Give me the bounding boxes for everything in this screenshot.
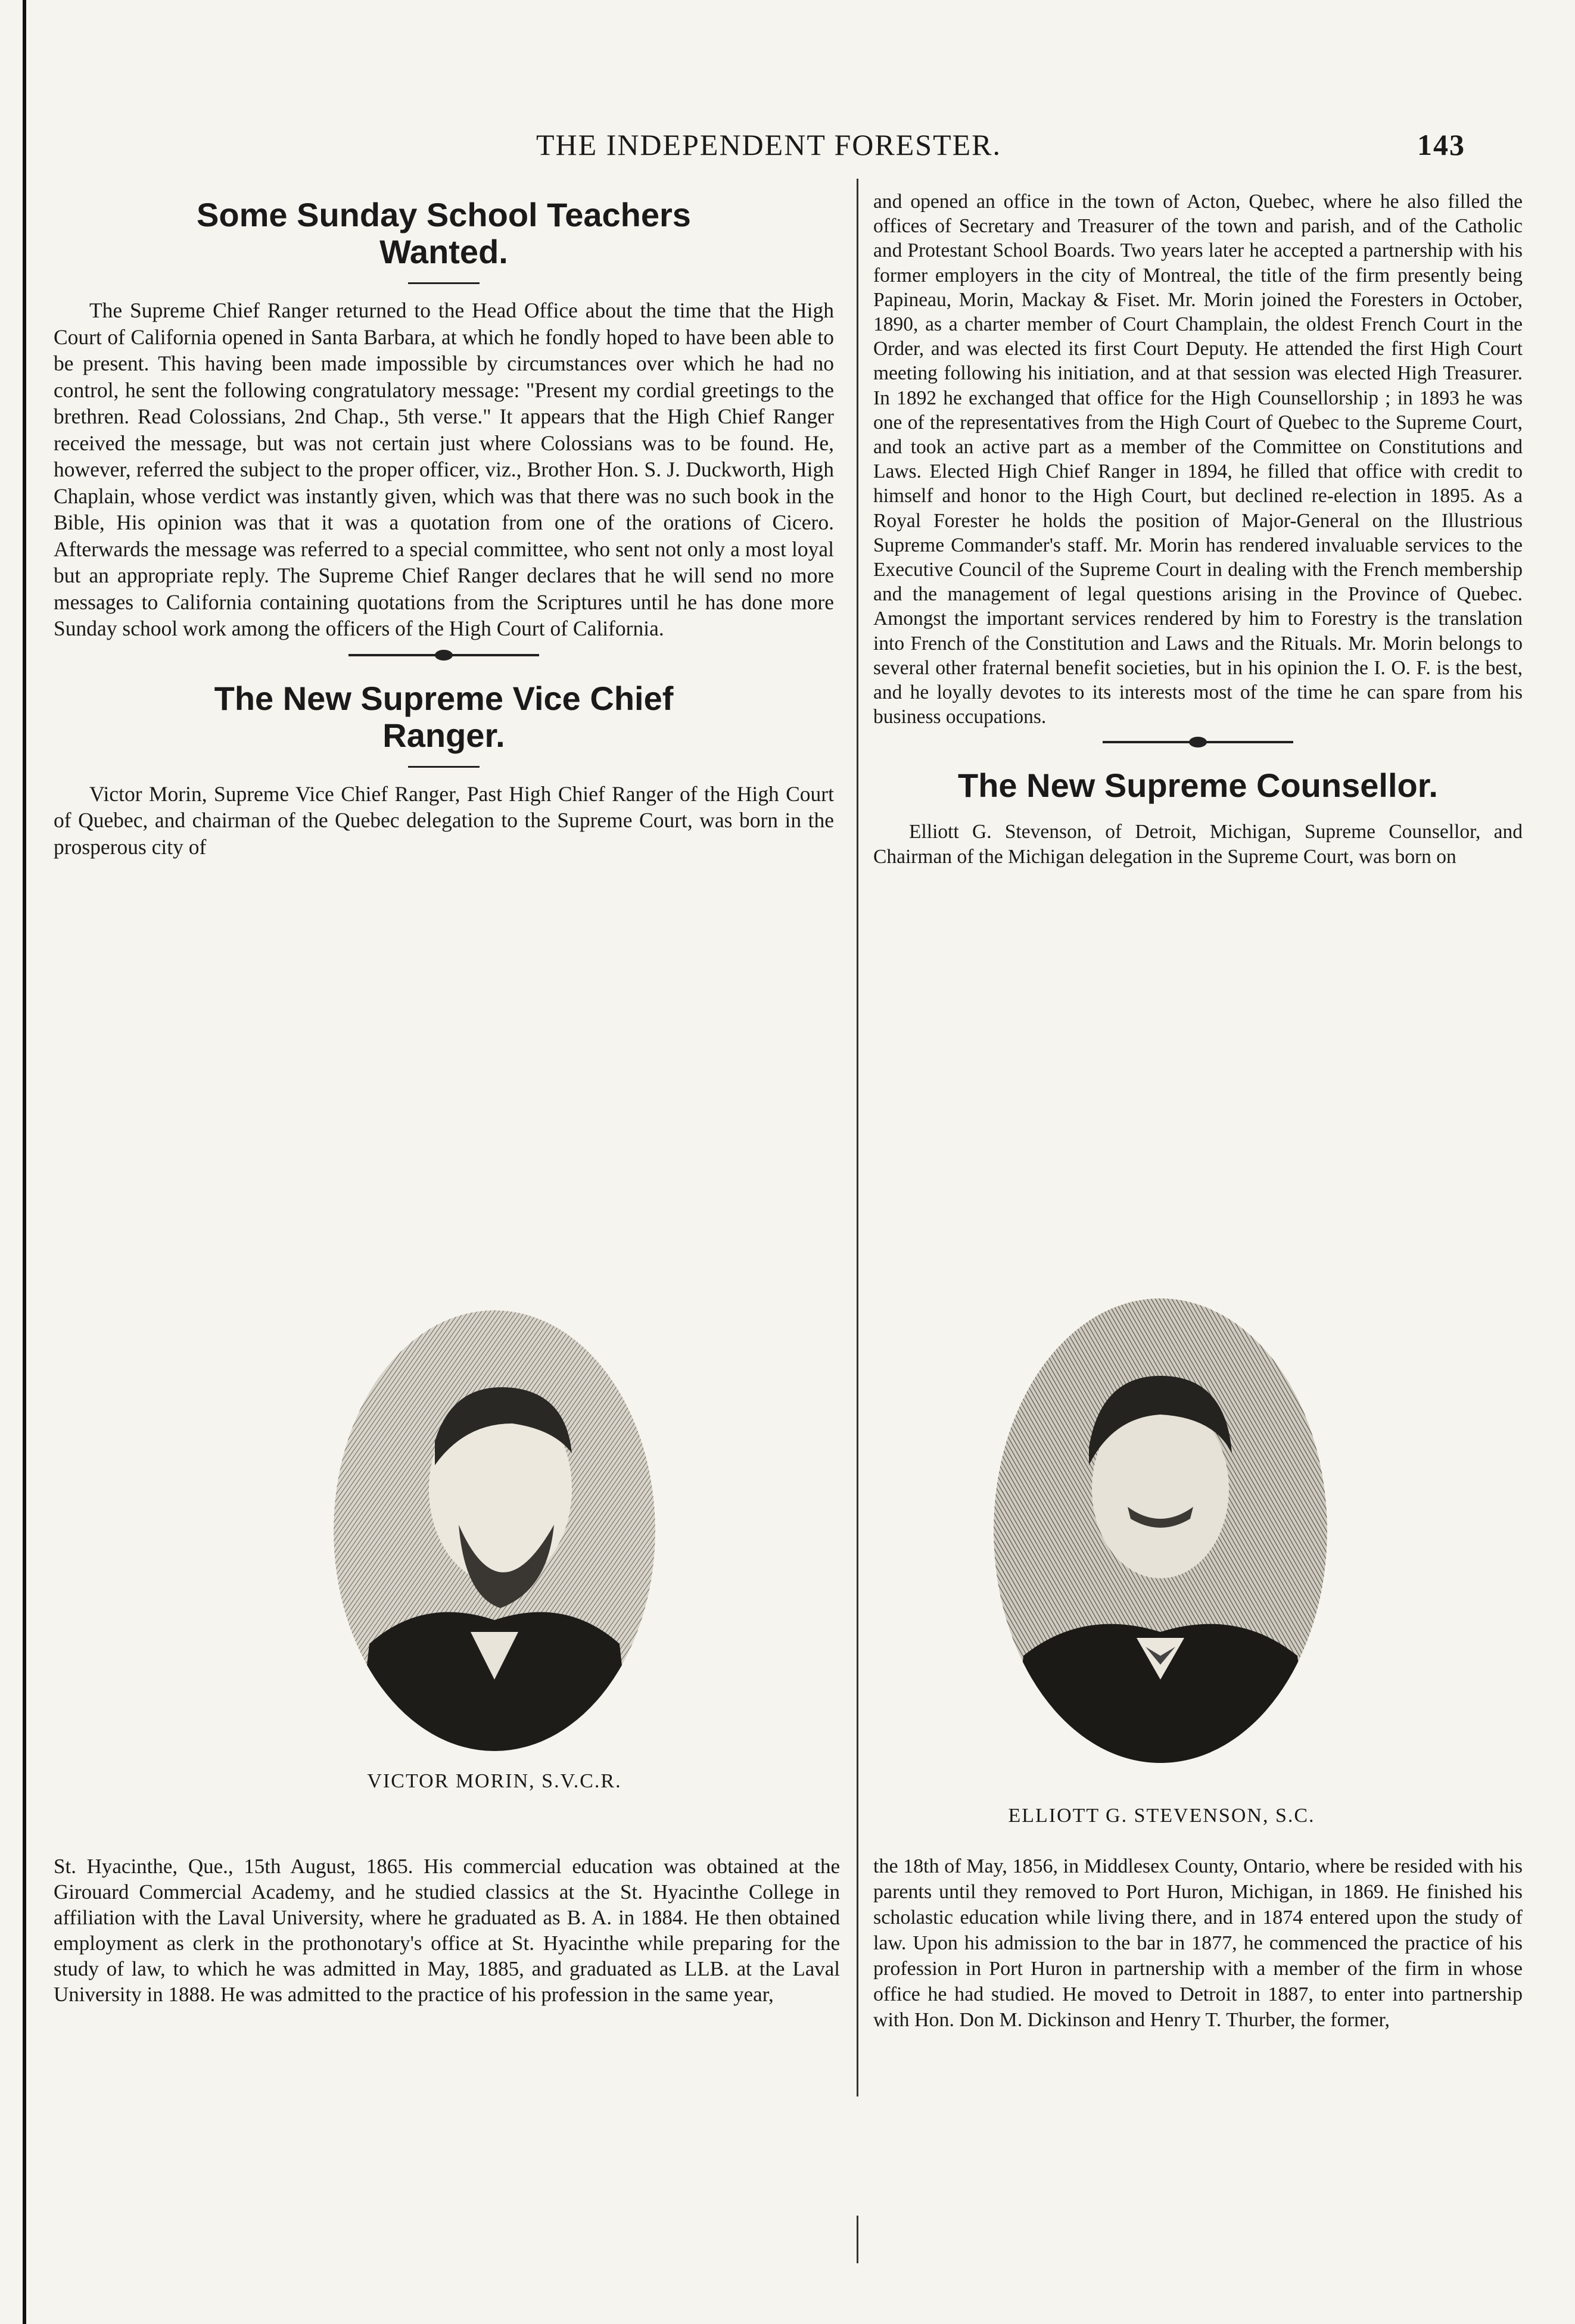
sunday-school-heading-line1: Some Sunday School Teachers [197, 196, 691, 233]
sunday-school-heading-line2: Wanted. [379, 233, 508, 270]
left-column-bottom [54, 1853, 840, 2007]
column-divider-bottom [857, 2216, 858, 2263]
sunday-school-body: The Supreme Chief Ranger returned to the Head Office about the time that the High Court of California opened in Santa Barbara, at which he fondly hoped to have been able to be present. This having been made impossible by circumstances over which he had no control, he sent the following congratulatory message: "Present my cordial greetings to the brethren. Read Colossians, 2nd Chap., 5th verse." It appears that the High Chief Ranger received the message, but was not certain just where Colossians was to be found. He, however, referred the subject to the proper officer, viz., Brother Hon. S. J. Duckworth, High Chaplain, whose verdict was instantly given, which was that there was no such book in the Bible, His opinion was that it was a quotation from one of the orations of Cicero. Afterwards the message was referred to a special committee, who sent not only a most loyal but an appropriate reply. The Supreme Chief Ranger declares that he will send no more messages to California containing quotations from the Scriptures until he has done more Sunday school work among the officers of the High Court of California. [54, 298, 834, 640]
stevenson-caption: ELLIOTT G. STEVENSON, S.C. [1008, 1805, 1315, 1827]
running-header [536, 127, 1513, 162]
morin-portrait-engraving [334, 1310, 655, 1751]
morin-biography-continued: and opened an office in the town of Acton, Quebec, where he also filled the offices of Secretary and Treasurer of the town and parish, and of the Catholic and Protestant School Boards. Two years later he accepted a partnership with his former employers in the city of Montreal, the title of the firm presently being Papineau, Morin, Mackay & Fiset. Mr. Morin joined the Foresters in October, 1890, as a charter member of Court Champlain, the oldest French Court in the Order, and was elected its first Court Deputy. He attended the first High Court meeting following his initiation, and at that session was elected High Treasurer. In 1892 he exchanged that office for the High Counsellorship ; in 1893 he was one of the representatives from the High Court of Quebec to the Supreme Court, and took an active part as a member of the Committee on Constitutions and Laws. Elected High Chief Ranger in 1894, he filled that office with credit to himself and honor to the High Court, but declined re-election in 1895. As a Royal Forester he holds the position of Major-General on the Illustrious Supreme Commander's staff. Mr. Morin has rendered invaluable services to the Executive Council of the Supreme Court in dealing with the French membership and the management of legal questions arising in the Province of Quebec. Amongst the important services rendered by him to Forestry is the translation into French of the Constitution and Laws and the Rituals. Mr. Morin belongs to several other fraternal benefit societies, but in his opinion the I. O. F. is the best, and he loyally devotes to its interests most of the time he can spare from his business occupations. [873, 191, 1523, 728]
sunday-school-heading [54, 197, 834, 270]
ornamental-rule [348, 654, 539, 656]
page-number: 143 [1417, 128, 1465, 161]
morin-biography: St. Hyacinthe, Que., 15th August, 1865. His commercial education was obtained at the Girouard Commercial Academy, and he studied classics at the St. Hyacinthe College in affiliation with the Laval University, where he graduated as B. A. in 1884. He then obtained employment as clerk in the prothonotary's office at St. Hyacinthe while preparing for the study of law, to which he was admitted in May, 1885, and graduated as LLB. at the Laval University in 1888. He was admitted to the practice of his profession in the same year, [54, 1855, 840, 2006]
ornamental-rule [1103, 741, 1293, 743]
right-column-bottom [873, 1853, 1523, 2033]
page-margin-rule [23, 0, 26, 2324]
left-column-top [54, 197, 834, 860]
stevenson-portrait [994, 1298, 1327, 1763]
right-column-top [873, 189, 1523, 869]
vice-chief-ranger-heading-line2: Ranger. [382, 716, 505, 754]
morin-caption: VICTOR MORIN, S.V.C.R. [367, 1770, 622, 1792]
stevenson-biography: the 18th of May, 1856, in Middlesex County, Ontario, where be resided with his parents until they removed to Port Huron, Michigan, in 1869. He finished his scholastic education while living there, and in 1874 entered upon the study of law. Upon his admission to the bar in 1877, he commenced the practice of his profession in Port Huron in partnership with a member of the firm in whose office he had studied. He moved to Detroit in 1887, to enter into partnership with Hon. Don M. Dickinson and Henry T. Thurber, the former, [873, 1855, 1523, 2031]
short-rule [408, 766, 480, 768]
short-rule [408, 282, 480, 284]
morin-intro: Victor Morin, Supreme Vice Chief Ranger, Past High Chief Ranger of the High Court of Quebec, and chairman of the Quebec delegation to the Supreme Court, was born in the prosperous city of [54, 781, 834, 859]
stevenson-portrait-engraving [994, 1298, 1327, 1763]
supreme-counsellor-heading: The New Supreme Counsellor. [958, 767, 1438, 805]
vice-chief-ranger-heading-line1: The New Supreme Vice Chief [214, 679, 674, 717]
vice-chief-ranger-heading [54, 680, 834, 754]
morin-portrait [334, 1310, 655, 1751]
stevenson-intro: Elliott G. Stevenson, of Detroit, Michigan, Supreme Counsellor, and Chairman of the Michigan delegation in the Supreme Court, was born on [873, 821, 1523, 868]
column-divider-top [857, 179, 858, 2096]
journal-title: THE INDEPENDENT FORESTER. [536, 128, 1002, 161]
